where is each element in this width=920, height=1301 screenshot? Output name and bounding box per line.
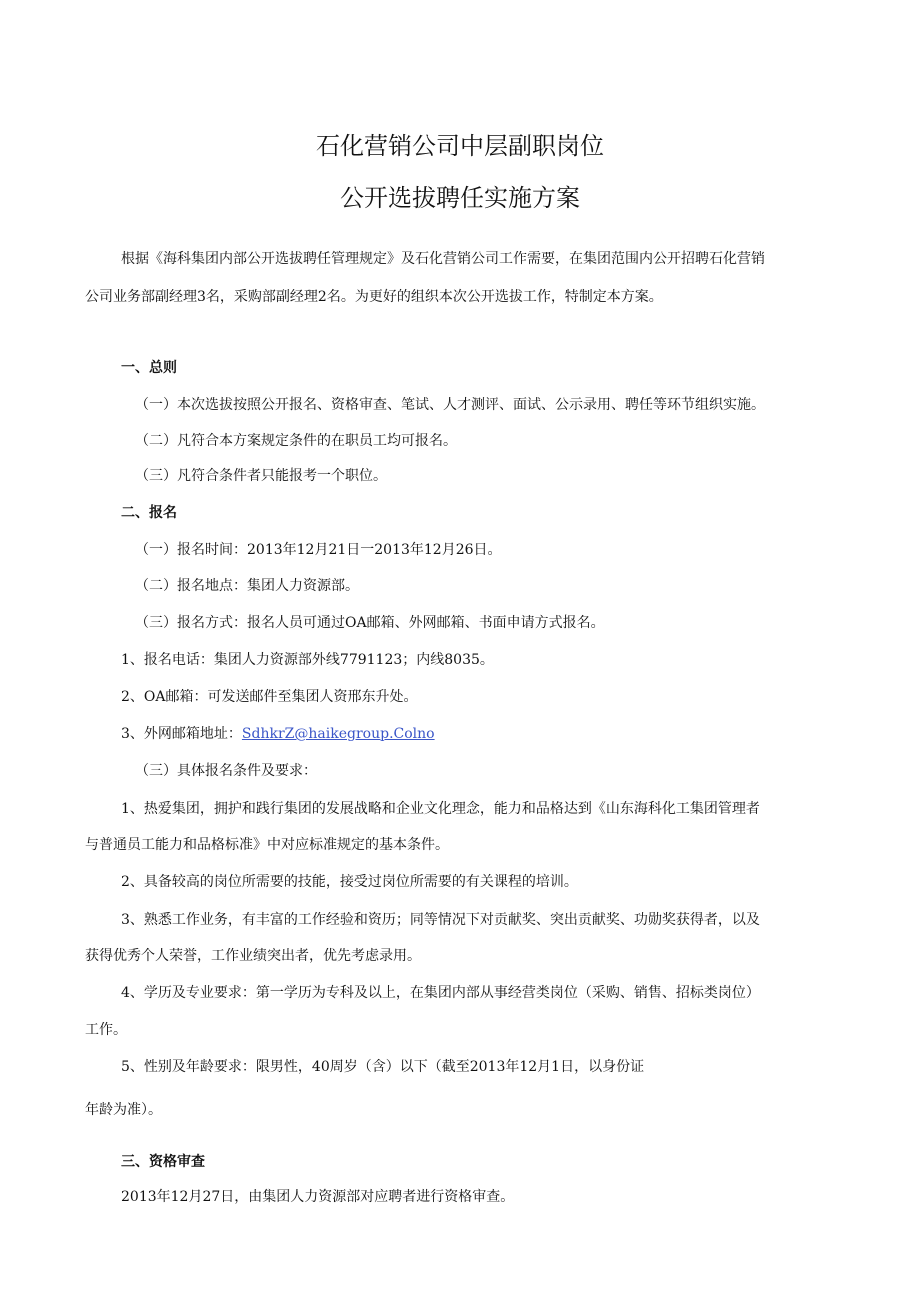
document-title-line-1: 石化营销公司中层副职岗位 bbox=[316, 132, 604, 160]
document-title-line-2: 公开选拔聘任实施方案 bbox=[340, 184, 580, 212]
general-item-3: （三）凡符合条件者只能报考一个职位。 bbox=[135, 468, 387, 484]
email-label: 3、外网邮箱地址： bbox=[121, 726, 242, 742]
requirement-5-line-1: 5、性别及年龄要求：限男性，40周岁（含）以下（截至2013年12月1日，以身份证 bbox=[121, 1059, 645, 1075]
general-item-1: （一）本次选拔按照公开报名、资格审查、笔试、人才测评、面试、公示录用、聘任等环节组织实施。 bbox=[135, 397, 765, 413]
section-heading-registration: 二、报名 bbox=[121, 505, 177, 521]
registration-time: （一）报名时间：2013年12月21日一2013年12月26日。 bbox=[135, 542, 502, 558]
requirement-4-line-1: 4、学历及专业要求：第一学历为专科及以上，在集团内部从事经营类岗位（采购、销售、招标类岗位） bbox=[121, 985, 760, 1001]
requirement-3-line-1: 3、熟悉工作业务，有丰富的工作经验和资历；同等情况下对贡献奖、突出贡献奖、功勋奖获得者，以及 bbox=[121, 912, 760, 928]
qualification-item-1: 2013年12月27日，由集团人力资源部对应聘者进行资格审查。 bbox=[121, 1189, 515, 1205]
intro-paragraph-line-2: 公司业务部副经理3名，采购部副经理2名。为更好的组织本次公开选拔工作，特制定本方案。 bbox=[85, 289, 663, 305]
section-heading-general: 一、总则 bbox=[121, 360, 177, 376]
requirement-1-line-2: 与普通员工能力和品格标准》中对应标准规定的基本条件。 bbox=[85, 837, 449, 853]
registration-method: （三）报名方式：报名人员可通过OA邮箱、外网邮箱、书面申请方式报名。 bbox=[135, 615, 605, 631]
requirement-5-line-2: 年龄为准）。 bbox=[85, 1102, 162, 1118]
intro-paragraph-line-1: 根据《海科集团内部公开选拔聘任管理规定》及石化营销公司工作需要，在集团范围内公开招聘石化营销 bbox=[121, 251, 765, 267]
general-item-2: （二）凡符合本方案规定条件的在职员工均可报名。 bbox=[135, 433, 457, 449]
requirement-2: 2、具备较高的岗位所需要的技能，接受过岗位所需要的有关课程的培训。 bbox=[121, 874, 578, 890]
requirement-4-line-2: 工作。 bbox=[85, 1022, 127, 1038]
registration-location: （二）报名地点：集团人力资源部。 bbox=[135, 578, 359, 594]
email-link[interactable]: SdhkrZ@haikegroup.Colno bbox=[241, 726, 435, 742]
section-heading-qualification: 三、资格审查 bbox=[121, 1154, 205, 1170]
registration-email-line bbox=[121, 724, 435, 744]
registration-phone: 1、报名电话：集团人力资源部外线7791123；内线8035。 bbox=[121, 652, 494, 668]
registration-oa-mailbox: 2、OA邮箱：可发送邮件至集团人资邢东升处。 bbox=[121, 689, 418, 705]
requirement-3-line-2: 获得优秀个人荣誉，工作业绩突出者，优先考虑录用。 bbox=[85, 948, 421, 964]
requirements-heading: （三）具体报名条件及要求： bbox=[135, 763, 317, 779]
requirement-1-line-1: 1、热爱集团，拥护和践行集团的发展战略和企业文化理念，能力和品格达到《山东海科化工集团管理者 bbox=[121, 801, 760, 817]
